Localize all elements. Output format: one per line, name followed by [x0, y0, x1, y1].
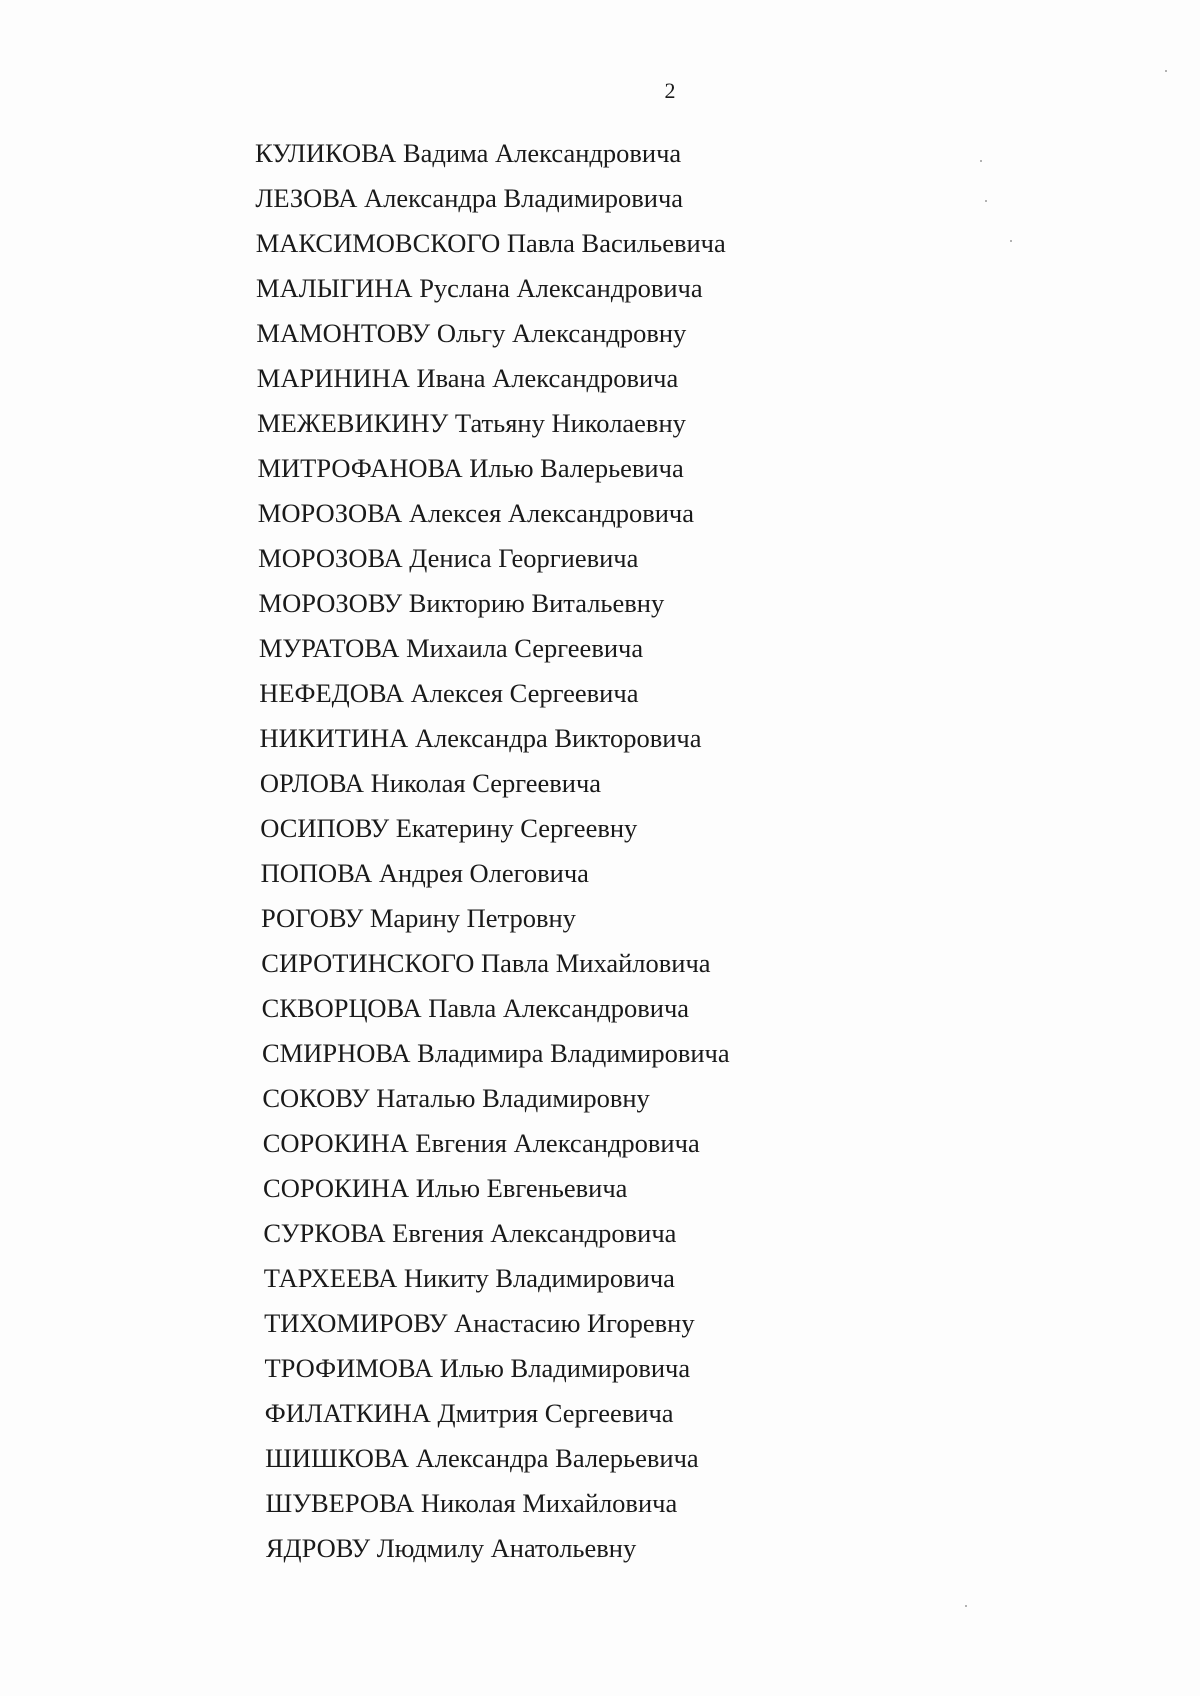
list-item: МАКСИМОВСКОГО Павла Васильевича [255, 228, 726, 258]
list-item: ШУВЕРОВА Николая Михайловича [265, 1488, 678, 1518]
list-item: СИРОТИНСКОГО Павла Михайловича [261, 948, 711, 978]
list-item: СУРКОВА Евгения Александровича [263, 1218, 677, 1248]
list-item: ЛЕЗОВА Александра Владимировича [255, 183, 684, 213]
list-item: НЕФЕДОВА Алексея Сергеевича [259, 678, 639, 708]
list-item: МИТРОФАНОВА Илью Валерьевича [257, 453, 684, 483]
list-item: НИКИТИНА Александра Викторовича [259, 723, 702, 753]
name-list [0, 131, 730, 1571]
list-item: СОРОКИНА Илью Евгеньевича [263, 1173, 628, 1203]
list-item: КУЛИКОВА Вадима Александровича [255, 138, 682, 168]
list-item: ФИЛАТКИНА Дмитрия Сергеевича [264, 1398, 674, 1428]
list-item: СОКОВУ Наталью Владимировну [262, 1083, 650, 1113]
list-item: МОРОЗОВА Дениса Георгиевича [258, 543, 639, 573]
list-item: МАЛЫГИНА Руслана Александровича [256, 273, 703, 303]
list-item: МЕЖЕВИКИНУ Татьяну Николаевну [257, 408, 686, 438]
scan-speck [965, 1605, 967, 1607]
list-item: ЯДРОВУ Людмилу Анатольевну [265, 1533, 637, 1563]
scan-speck [1165, 70, 1167, 72]
list-item: МАМОНТОВУ Ольгу Александровну [256, 318, 687, 348]
list-item: МОРОЗОВУ Викторию Витальевну [258, 588, 665, 618]
list-item: ТАРХЕЕВА Никиту Владимировича [263, 1263, 675, 1293]
page-number: 2 [664, 78, 676, 103]
list-item: ШИШКОВА Александра Валерьевича [265, 1443, 699, 1473]
scan-speck [980, 160, 982, 162]
list-item: ОРЛОВА Николая Сергеевича [259, 768, 602, 798]
list-item: ТРОФИМОВА Илью Владимировича [264, 1353, 691, 1383]
scan-speck [1010, 240, 1012, 242]
list-item: ПОПОВА Андрея Олеговича [260, 858, 589, 888]
list-item: ТИХОМИРОВУ Анастасию Игоревну [264, 1308, 695, 1338]
list-item: РОГОВУ Марину Петровну [260, 903, 576, 933]
list-item: СОРОКИНА Евгения Александровича [262, 1128, 700, 1158]
scan-speck [985, 200, 987, 202]
list-item: СКВОРЦОВА Павла Александровича [261, 993, 690, 1023]
list-item: МУРАТОВА Михаила Сергеевича [258, 633, 644, 663]
list-item: ОСИПОВУ Екатерину Сергеевну [260, 813, 638, 843]
list-item: МАРИНИНА Ивана Александровича [256, 363, 679, 393]
list-item: МОРОЗОВА Алексея Александровича [257, 498, 695, 528]
list-item: СМИРНОВА Владимира Владимировича [262, 1038, 730, 1068]
